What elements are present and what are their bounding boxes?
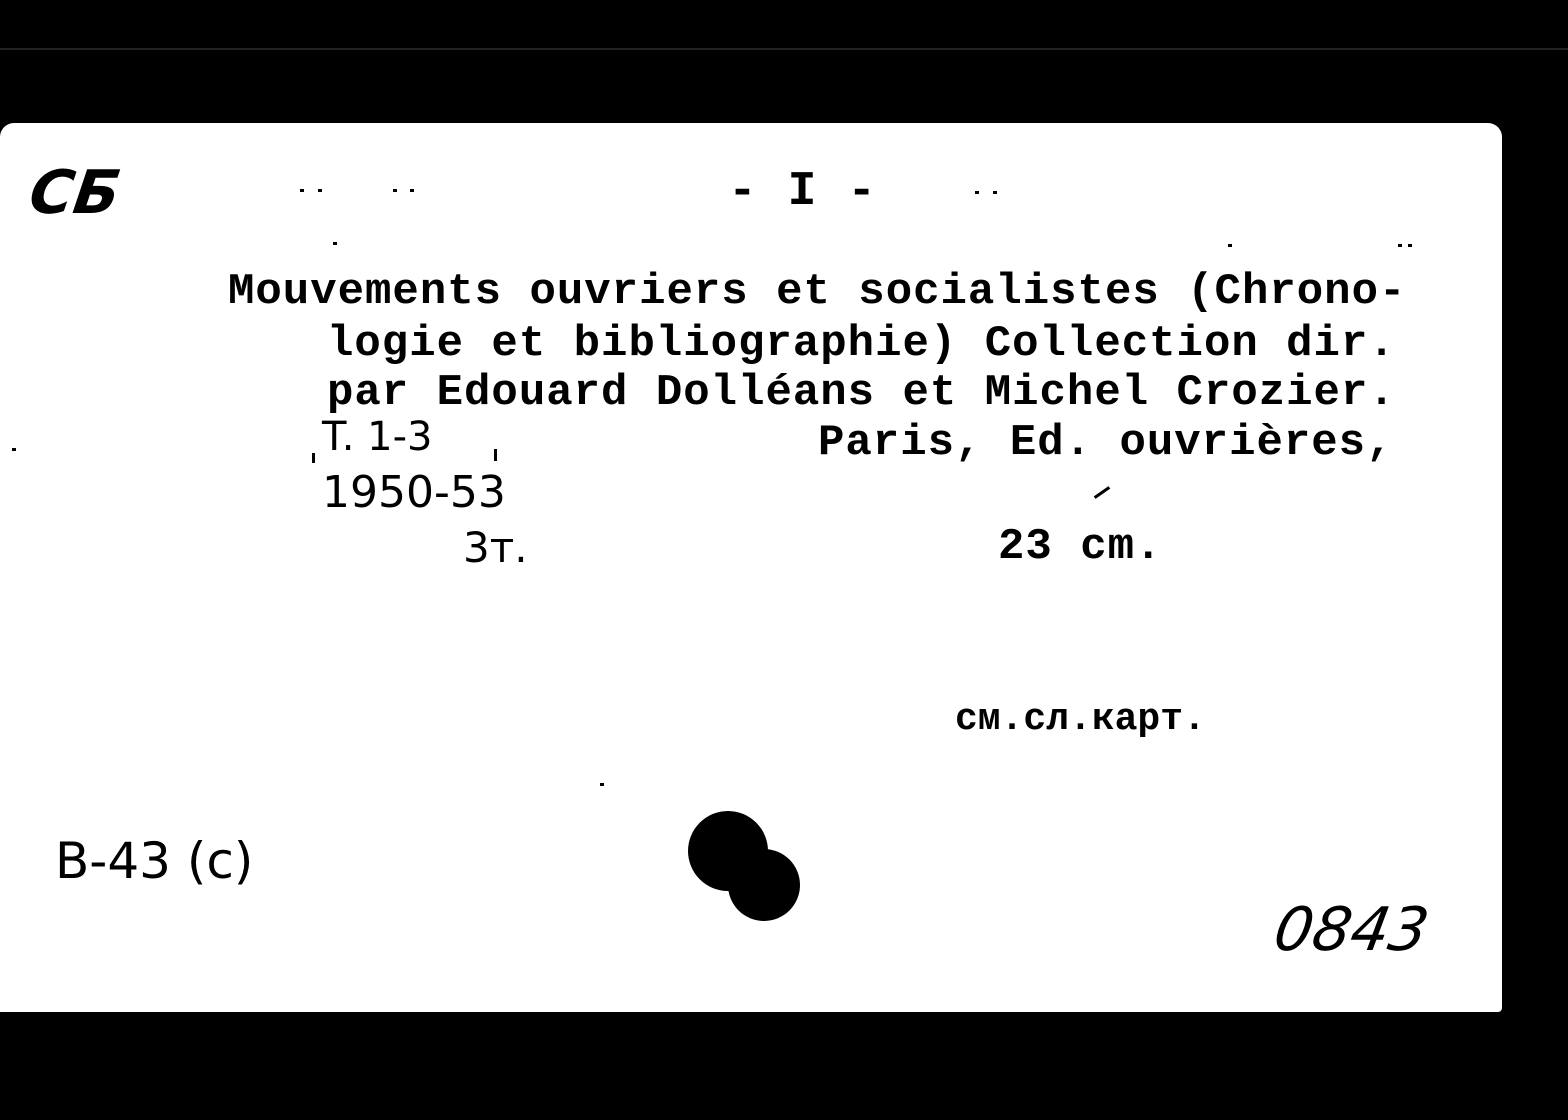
faint-mark — [1398, 244, 1402, 247]
count-handwritten: 3т. — [463, 523, 528, 572]
volumes-handwritten: T. 1-3 — [322, 414, 433, 460]
faint-mark — [1228, 244, 1232, 247]
faint-mark — [318, 189, 322, 192]
title-line-1: Mouvements ouvriers et socialistes (Chrono- — [228, 267, 1407, 317]
faint-mark — [410, 189, 414, 192]
catalog-card — [0, 123, 1502, 1012]
faint-mark — [600, 783, 604, 786]
title-line-3: par Edouard Dolléans et Michel Crozier. — [327, 368, 1396, 418]
bracket-mark — [312, 453, 315, 463]
years-handwritten: 1950-53 — [322, 467, 506, 518]
title-line-2: logie et bibliographie) Collection dir. — [327, 319, 1396, 369]
see-next-card: см.сл.карт. — [955, 698, 1206, 741]
faint-mark — [300, 189, 304, 192]
faint-mark — [975, 191, 979, 194]
slash-mark — [1094, 486, 1110, 499]
bracket-mark — [494, 449, 497, 461]
card-number: 0843 — [1268, 895, 1434, 965]
size: 23 cm. — [998, 522, 1163, 572]
faint-mark — [12, 448, 16, 451]
page-marker: - I - — [728, 165, 878, 219]
faint-mark — [1408, 244, 1412, 247]
faint-mark — [393, 189, 397, 192]
top-scan-border — [0, 0, 1568, 50]
shelfmark: B-43 (c) — [55, 832, 254, 890]
faint-mark — [993, 191, 997, 194]
faint-mark — [333, 242, 337, 245]
corner-mark: СБ — [25, 158, 125, 228]
punch-hole — [728, 849, 800, 921]
imprint: Paris, Ed. ouvrières, — [818, 418, 1394, 468]
